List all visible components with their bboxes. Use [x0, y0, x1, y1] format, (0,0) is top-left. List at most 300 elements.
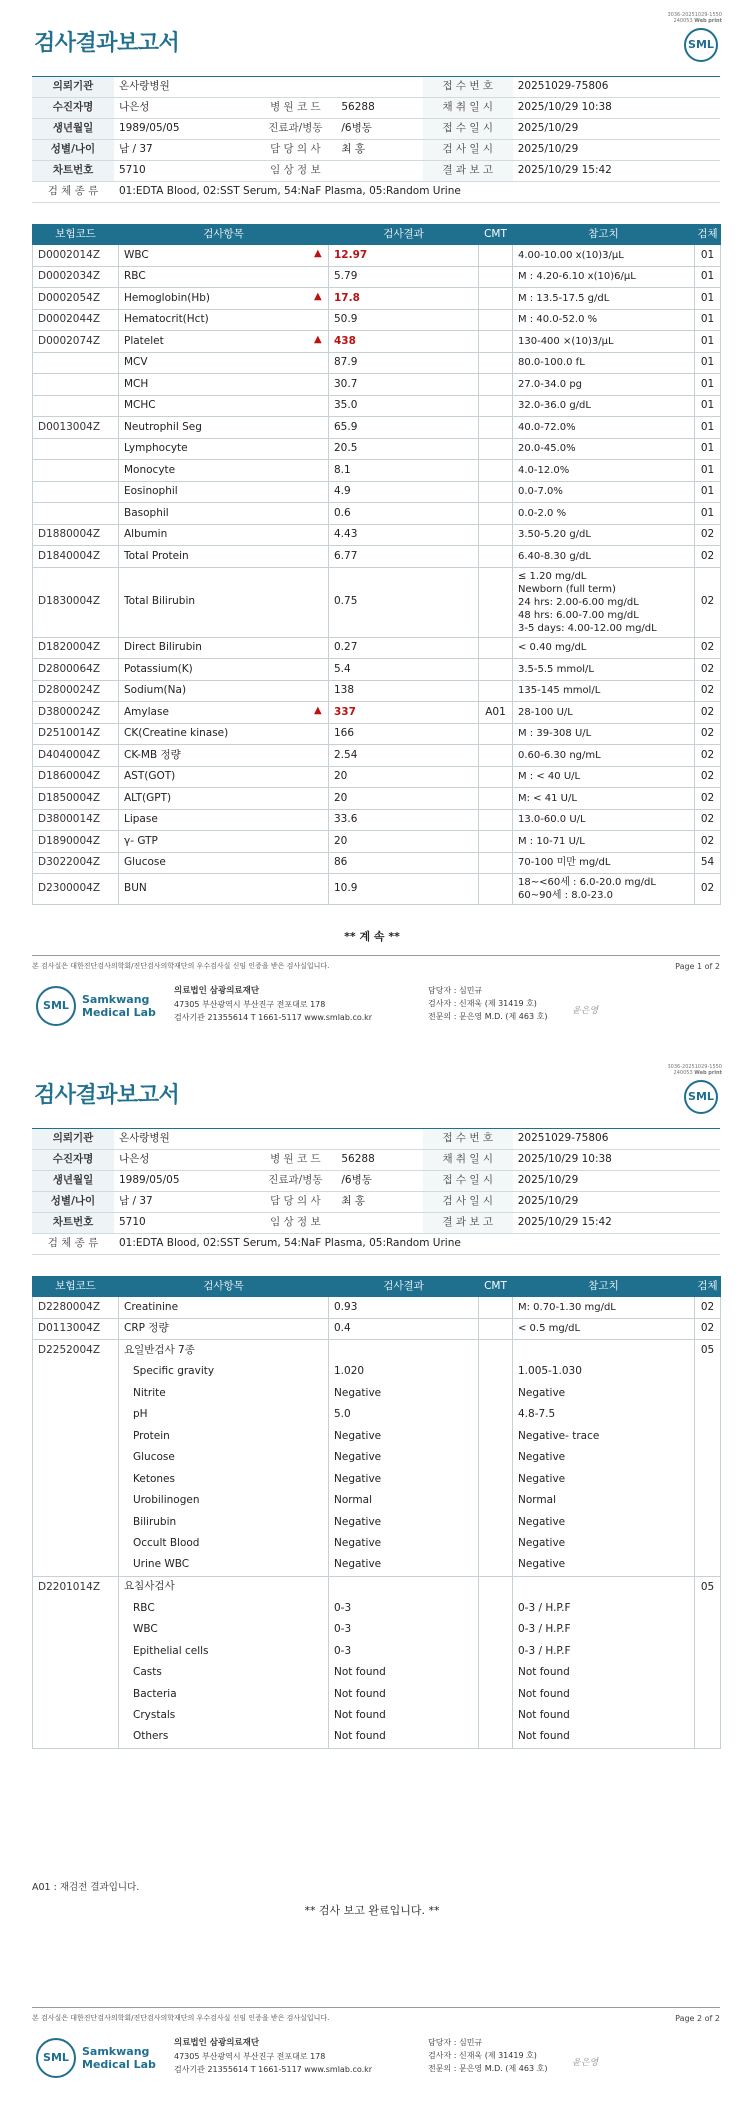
result-value [329, 852, 479, 874]
doc-sub [667, 18, 722, 24]
reference-line: 0.0-2.0 % [518, 507, 567, 519]
address: 47305 부산광역시 부산진구 전포대로 178 [174, 1000, 326, 1009]
table-row [33, 874, 721, 905]
doc-print-text: Web print [694, 18, 722, 24]
result-value-text: 33.6 [334, 813, 358, 826]
specimen: 02 [695, 809, 721, 831]
label: 채 취 일 시 [423, 98, 513, 119]
label: 병 원 코 드 [254, 1150, 336, 1171]
label: 검 사 일 시 [423, 140, 513, 161]
insurance-code: D1820004Z [33, 637, 119, 659]
test-name-text: CK(Creatine kinase) [124, 727, 229, 740]
result-value-text: 337 [334, 705, 356, 718]
result-value [329, 831, 479, 853]
sub-reference: Negative [513, 1533, 695, 1555]
specimen: 01 [695, 460, 721, 482]
lab-name-1: Samkwang [82, 2045, 150, 2058]
cmt [479, 481, 513, 503]
cert-text: 본 검사실은 대한진단검사의학회/진단검사의학재단의 우수검사실 신임 인증을 받은 검사실입니다. [32, 2014, 330, 2022]
high-flag-icon: ▲ [314, 248, 322, 260]
dept: /6병동 [336, 119, 422, 140]
result-value [329, 874, 479, 905]
test-name [119, 331, 329, 353]
doc-sub-text: 240053 [673, 1070, 693, 1076]
results-header [33, 225, 721, 245]
reference-range [513, 245, 695, 267]
staff-1: 담당자 : 심민규 [428, 2038, 483, 2047]
insurance-code: D1830004Z [33, 567, 119, 637]
reference-line: ≤ 1.20 mg/dL [518, 570, 587, 582]
hospital-code: 56288 [336, 1150, 422, 1171]
column-header: 검사항목 [119, 1277, 329, 1297]
result-value-text: 12.97 [334, 248, 368, 261]
results-table [32, 224, 721, 905]
test-name-text: Amylase [124, 705, 169, 718]
doc-print-text: Web print [694, 1070, 722, 1076]
test-name [119, 417, 329, 439]
result-value: 0.4 [329, 1318, 479, 1340]
report-time: 2025/10/29 15:42 [513, 1213, 720, 1234]
reference-line: 28-100 U/L [518, 706, 573, 718]
table-row [33, 395, 721, 417]
sub-result-value: 0-3 [329, 1641, 479, 1663]
chart-no: 5710 [114, 161, 254, 182]
sub-result-value: Negative [329, 1469, 479, 1491]
cmt [479, 723, 513, 745]
reference-range [513, 481, 695, 503]
test-name [119, 809, 329, 831]
test-name-text: Glucose [124, 856, 166, 869]
test-name-text: Eosinophil [124, 485, 178, 498]
lab-name [82, 993, 156, 1019]
test-name-text: AST(GOT) [124, 770, 176, 783]
sub-item-row [33, 1641, 721, 1663]
result-value-text: 0.27 [334, 641, 358, 654]
specimen: 02 [695, 680, 721, 702]
result-value-text: 20 [334, 834, 348, 847]
result-value [329, 417, 479, 439]
reference-line: 130-400 ×(10)3/μL [518, 335, 614, 347]
dept: /6병동 [336, 1171, 422, 1192]
result-value-text: 0.6 [334, 506, 351, 519]
test-name-text: Lipase [124, 813, 158, 826]
group-row [33, 1340, 721, 1362]
results-header [33, 1277, 721, 1297]
cmt [479, 352, 513, 374]
test-name-text: Direct Bilirubin [124, 641, 202, 654]
complete-text: ** 검사 보고 완료입니다. ** [304, 1904, 440, 1917]
sub-test-name: Casts [119, 1662, 329, 1684]
test-name-text: Lymphocyte [124, 442, 188, 455]
result-value [314, 245, 479, 267]
insurance-code: D1850004Z [33, 788, 119, 810]
result-value [329, 546, 479, 568]
sub-item-row [33, 1705, 721, 1727]
label: 의뢰기관 [32, 77, 114, 98]
reference-line: 60~90세 : 8.0-23.0 [518, 890, 613, 901]
test-name [119, 395, 329, 417]
test-name [119, 245, 329, 267]
test-name [119, 503, 329, 525]
test-name [119, 745, 329, 767]
patient-name: 나은성 [114, 98, 254, 119]
insurance-code: D3022004Z [33, 852, 119, 874]
staff-3: 전문의 : 문은영 M.D. (제 463 호) [428, 2064, 548, 2073]
sub-test-name: Glucose [119, 1447, 329, 1469]
result-value [329, 524, 479, 546]
footer-logo [36, 986, 156, 1026]
cmt [479, 1576, 513, 1748]
sub-result-value: Not found [329, 1705, 479, 1727]
specimen: 01 [695, 309, 721, 331]
specimen: 01 [695, 503, 721, 525]
result-value [329, 266, 479, 288]
group-row [33, 1576, 721, 1598]
label: 접 수 일 시 [423, 1171, 513, 1192]
label: 결 과 보 고 [423, 161, 513, 182]
label: 채 취 일 시 [423, 1150, 513, 1171]
specimen: 01 [695, 417, 721, 439]
test-name-text: MCH [124, 377, 149, 390]
label: 검 사 일 시 [423, 1192, 513, 1213]
sub-item-row [33, 1512, 721, 1534]
reference-line: M : < 40 U/L [518, 771, 581, 783]
test-name [119, 831, 329, 853]
result-value-text: 138 [334, 684, 355, 697]
reference-line: 4.0-12.0% [518, 464, 570, 476]
sub-reference: Not found [513, 1684, 695, 1706]
cmt [479, 438, 513, 460]
column-header: 보험코드 [33, 225, 119, 245]
reference-line: 80.0-100.0 fL [518, 357, 585, 369]
cmt [479, 288, 513, 310]
staff-1: 담당자 : 심민규 [428, 986, 483, 995]
column-header: CMT [479, 225, 513, 245]
specimen: 01 [695, 352, 721, 374]
high-flag-icon: ▲ [314, 705, 322, 717]
specimen: 01 [695, 438, 721, 460]
sub-item-row [33, 1727, 721, 1749]
sub-result-value: Negative [329, 1512, 479, 1534]
specimen: 02 [695, 723, 721, 745]
test-name [119, 438, 329, 460]
cmt [479, 831, 513, 853]
reference-range [513, 503, 695, 525]
label: 검 체 종 류 [32, 1234, 114, 1255]
result-value-text: 10.9 [334, 882, 358, 895]
insurance-code: D2510014Z [33, 723, 119, 745]
sub-result-value: 0-3 [329, 1619, 479, 1641]
sub-test-name: Nitrite [119, 1383, 329, 1405]
test-name-text: Monocyte [124, 463, 176, 476]
reference-range [513, 637, 695, 659]
test-name [119, 524, 329, 546]
draw-time: 2025/10/29 10:38 [513, 1150, 720, 1171]
test-name [119, 702, 329, 724]
insurance-code: D2800024Z [33, 680, 119, 702]
sex-age: 남 / 37 [114, 1192, 254, 1213]
cmt [479, 874, 513, 905]
table-row [33, 1297, 721, 1319]
test-name [119, 546, 329, 568]
contact: 검사기관 21355614 T 1661-5117 www.smlab.co.kr [174, 2065, 373, 2074]
cmt [479, 524, 513, 546]
result-value [314, 288, 479, 310]
result-value-text: 0.75 [334, 595, 358, 608]
table-row [33, 309, 721, 331]
test-name: CRP 정량 [119, 1318, 329, 1340]
specimen: 02 [695, 546, 721, 568]
test-name [119, 852, 329, 874]
label: 병 원 코 드 [254, 98, 336, 119]
specimen: 05 [695, 1576, 721, 1748]
sub-item-row [33, 1469, 721, 1491]
result-value [329, 503, 479, 525]
reference-range [513, 417, 695, 439]
doctor: 최 홍 [336, 1192, 422, 1213]
sub-test-name: RBC [119, 1598, 329, 1620]
sub-item-row [33, 1598, 721, 1620]
staff-2: 검사자 : 신재욱 (제 31419 호) [428, 2051, 537, 2060]
table-row [33, 766, 721, 788]
test-name [119, 309, 329, 331]
reference-line: 24 hrs: 2.00-6.00 mg/dL [518, 596, 639, 608]
label: 차트번호 [32, 161, 114, 182]
table-row [33, 723, 721, 745]
org-name: 의료법인 삼광의료재단 [174, 986, 260, 996]
sub-test-name: Ketones [119, 1469, 329, 1491]
test-name [119, 460, 329, 482]
insurance-code: D2800064Z [33, 659, 119, 681]
result-value [329, 1340, 479, 1362]
reference-line: M : 39-308 U/L [518, 728, 592, 740]
label: 접 수 일 시 [423, 119, 513, 140]
cmt [479, 567, 513, 637]
reference-range [513, 874, 695, 905]
reference-line: 3.5-5.5 mmol/L [518, 663, 594, 675]
table-row [33, 546, 721, 568]
test-name [119, 352, 329, 374]
report-time: 2025/10/29 15:42 [513, 161, 720, 182]
test-name-text: MCHC [124, 399, 156, 412]
result-value-text: 87.9 [334, 356, 358, 369]
staff-3: 전문의 : 문은영 M.D. (제 463 호) [428, 1012, 548, 1021]
test-name-text: RBC [124, 270, 146, 283]
footer [32, 955, 720, 1022]
cmt [479, 809, 513, 831]
label: 성별/나이 [32, 140, 114, 161]
signature: 윤은영 [572, 1006, 599, 1016]
test-name [119, 288, 329, 310]
reference-range [513, 460, 695, 482]
result-value-text: 166 [334, 727, 355, 740]
sub-reference: 0-3 / H.P.F [513, 1619, 695, 1641]
table-row [33, 567, 721, 637]
sub-result-value: Negative [329, 1426, 479, 1448]
draw-time: 2025/10/29 10:38 [513, 98, 720, 119]
cmt [479, 659, 513, 681]
table-row [33, 659, 721, 681]
lab-name-2: Medical Lab [82, 1006, 156, 1019]
insurance-code [33, 352, 119, 374]
sub-reference: Negative [513, 1447, 695, 1469]
result-value-text: 6.77 [334, 549, 358, 562]
doc-code-text: 3036-20251029-1550 [667, 1064, 722, 1070]
table-row [33, 352, 721, 374]
sub-reference: Normal [513, 1490, 695, 1512]
result-value [329, 659, 479, 681]
cmt [479, 503, 513, 525]
doctor: 최 홍 [336, 140, 422, 161]
specimen: 01 [695, 245, 721, 267]
sub-result-value: Negative [329, 1555, 479, 1577]
specimen: 01 [695, 395, 721, 417]
reference-range [513, 1297, 695, 1319]
table-row [33, 702, 721, 724]
result-value-text: 20.5 [334, 442, 358, 455]
reference-range [513, 352, 695, 374]
reference-range [513, 567, 695, 637]
reference-line: Newborn (full term) [518, 583, 616, 595]
table-row [33, 809, 721, 831]
sub-reference: 1.005-1.030 [513, 1361, 695, 1383]
sub-test-name: Occult Blood [119, 1533, 329, 1555]
column-header: 참고치 [513, 225, 695, 245]
specimen: 02 [695, 1297, 721, 1319]
specimen-types: 01:EDTA Blood, 02:SST Serum, 54:NaF Plasma, 05:Random Urine [114, 182, 720, 203]
cmt [479, 852, 513, 874]
result-value [314, 331, 479, 353]
result-value [329, 438, 479, 460]
group-name: 요침사검사 [119, 1576, 329, 1598]
reference-line: M : 10-71 U/L [518, 835, 585, 847]
sub-item-row [33, 1426, 721, 1448]
doc-code-text: 3036-20251029-1550 [667, 12, 722, 18]
test-name-text: Total Bilirubin [124, 595, 196, 608]
cmt [479, 788, 513, 810]
sub-reference: Negative [513, 1469, 695, 1491]
result-value [329, 680, 479, 702]
sub-reference: 4.8-7.5 [513, 1404, 695, 1426]
result-value [329, 723, 479, 745]
reference-line: < 0.40 mg/dL [518, 642, 587, 654]
sub-item-row [33, 1490, 721, 1512]
org-value: 온사랑병원 [114, 1129, 423, 1150]
insurance-code: D0113004Z [33, 1318, 119, 1340]
insurance-code: D2280004Z [33, 1297, 119, 1319]
lab-name-2: Medical Lab [82, 2058, 156, 2071]
cmt [479, 331, 513, 353]
reference-range [513, 438, 695, 460]
reference-line: 32.0-36.0 g/dL [518, 400, 591, 412]
specimen: 01 [695, 288, 721, 310]
result-value [329, 374, 479, 396]
sub-result-value: 0-3 [329, 1598, 479, 1620]
sub-test-name: Crystals [119, 1705, 329, 1727]
reference-line: 0.60-6.30 ng/mL [518, 749, 601, 761]
specimen: 02 [695, 745, 721, 767]
insurance-code: D0002074Z [33, 331, 119, 353]
label: 진료과/병동 [254, 119, 336, 140]
specimen-types: 01:EDTA Blood, 02:SST Serum, 54:NaF Plasma, 05:Random Urine [114, 1234, 720, 1255]
result-value [329, 788, 479, 810]
table-row [33, 288, 721, 310]
result-value-text: 5.79 [334, 270, 358, 283]
table-row [33, 852, 721, 874]
cmt [479, 637, 513, 659]
reference-range [513, 1576, 695, 1598]
reference-range [513, 266, 695, 288]
specimen: 05 [695, 1340, 721, 1577]
reference-line: 13.0-60.0 U/L [518, 814, 586, 826]
cmt [479, 266, 513, 288]
reference-line: M: < 41 U/L [518, 792, 577, 804]
org-name: 의료법인 삼광의료재단 [174, 2038, 260, 2048]
insurance-code: D3800024Z [33, 702, 119, 724]
table-row [33, 438, 721, 460]
table-row [33, 524, 721, 546]
insurance-code [33, 395, 119, 417]
table-row [33, 245, 721, 267]
result-value [329, 460, 479, 482]
insurance-code: D4040004Z [33, 745, 119, 767]
sub-test-name: WBC [119, 1619, 329, 1641]
table-row [33, 331, 721, 353]
label: 성별/나이 [32, 1192, 114, 1213]
sml-logo-icon: SML [684, 28, 718, 62]
sub-test-name: pH [119, 1404, 329, 1426]
reference-line: 135-145 mmol/L [518, 685, 601, 697]
column-header: 검사항목 [119, 225, 329, 245]
sub-reference: 0-3 / H.P.F [513, 1641, 695, 1663]
label: 의뢰기관 [32, 1129, 114, 1150]
receive-date: 2025/10/29 [513, 119, 720, 140]
doc-code [667, 12, 722, 24]
test-name [119, 723, 329, 745]
footer-logo [36, 2038, 156, 2078]
staff-2: 검사자 : 신재욱 (제 31419 호) [428, 999, 537, 1008]
reference-line: 4.00-10.00 x(10)3/μL [518, 249, 624, 261]
insurance-code: D0002044Z [33, 309, 119, 331]
reference-range [513, 331, 695, 353]
label: 수진자명 [32, 98, 114, 119]
signature: 윤은영 [572, 2058, 599, 2068]
sub-item-row [33, 1533, 721, 1555]
test-name [119, 567, 329, 637]
insurance-code: D3800014Z [33, 809, 119, 831]
report-header [0, 1052, 744, 1126]
specimen: 02 [695, 637, 721, 659]
result-value-text: 65.9 [334, 420, 358, 433]
sub-test-name: Urobilinogen [119, 1490, 329, 1512]
sub-result-value: Not found [329, 1684, 479, 1706]
cmt [479, 309, 513, 331]
label: 접 수 번 호 [423, 77, 513, 98]
sml-logo-icon: SML [684, 1080, 718, 1114]
sub-result-value: Negative [329, 1447, 479, 1469]
column-header: CMT [479, 1277, 513, 1297]
insurance-code: D1890004Z [33, 831, 119, 853]
patient-info-table [32, 1128, 720, 1255]
group-name: 요일반검사 7종 [119, 1340, 329, 1362]
reference-line: M : 4.20-6.10 x(10)6/μL [518, 271, 636, 283]
sub-result-value: Not found [329, 1662, 479, 1684]
sub-reference: Not found [513, 1727, 695, 1749]
insurance-code [33, 438, 119, 460]
cmt [479, 546, 513, 568]
result-value-text: 35.0 [334, 399, 358, 412]
result-value-text: 2.54 [334, 748, 358, 761]
